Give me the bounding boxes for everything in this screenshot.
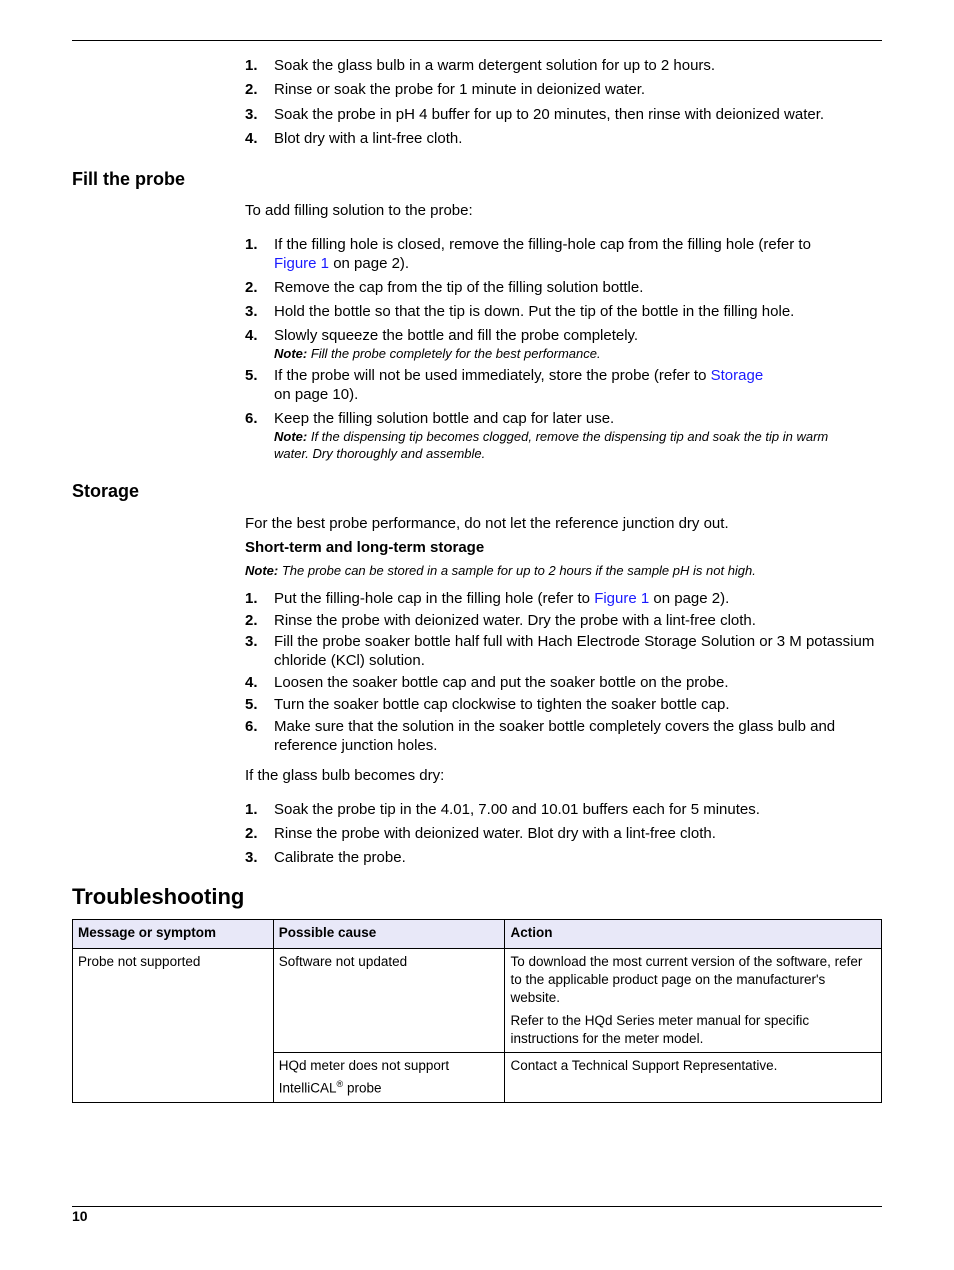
step-text: Put the filling-hole cap in the filling hole (refer to: [274, 590, 595, 607]
table-header-row: [73, 920, 882, 949]
step-number: 1.: [245, 801, 258, 818]
storage-intro: For the best probe performance, do not let the reference junction dry out.: [245, 515, 729, 532]
step-text: Calibrate the probe.: [274, 849, 406, 866]
step-text: Hold the bottle so that the tip is down. Put the tip of the bottle in the filling hole.: [274, 303, 795, 320]
list-item: [245, 848, 885, 867]
list-item: [245, 105, 885, 129]
intro-step-list: [245, 56, 885, 148]
action-text: To download the most current version of the software, refer to the applicable product page on the manufacturer's website.: [510, 954, 863, 1005]
storage-note: [245, 562, 885, 579]
storage-step-list: [245, 589, 885, 755]
step-text: Soak the glass bulb in a warm detergent solution for up to 2 hours.: [274, 57, 716, 74]
figure-1-link[interactable]: Figure 1: [594, 590, 650, 607]
page-number: 10: [72, 1208, 88, 1224]
list-item: [245, 129, 885, 148]
step-text: on page 2).: [649, 590, 730, 607]
dry-intro: If the glass bulb becomes dry:: [245, 767, 445, 784]
registered-mark: ®: [336, 1079, 344, 1089]
list-item: [245, 695, 885, 717]
list-item: [245, 824, 885, 848]
list-item: [245, 800, 885, 824]
note: [274, 345, 885, 362]
cause-text: HQd meter does not support IntelliCAL: [278, 1058, 450, 1096]
note-label: Note:: [274, 346, 308, 361]
cause-cell: [273, 1053, 505, 1103]
list-item: [245, 589, 885, 611]
list-item: [245, 717, 885, 755]
list-item: [245, 326, 885, 366]
note-text: The probe can be stored in a sample for up to 2 hours if the sample pH is not high.: [278, 563, 756, 578]
step-number: 6.: [245, 410, 258, 427]
step-number: 3.: [245, 633, 258, 650]
note-label: Note:: [274, 429, 308, 444]
step-number: 3.: [245, 106, 258, 123]
list-item: [245, 80, 885, 105]
cause-text: probe: [343, 1080, 382, 1096]
fill-step-list: [245, 235, 885, 462]
step-number: 2.: [245, 825, 258, 842]
action-cell: [505, 949, 882, 1053]
step-number: 3.: [245, 849, 258, 866]
symptom-cell: Probe not supported: [73, 949, 274, 1103]
step-text: Rinse or soak the probe for 1 minute in deionized water.: [274, 81, 646, 98]
note-label: Note:: [245, 563, 279, 578]
list-item: [245, 409, 885, 462]
column-header: Possible cause: [273, 920, 505, 949]
storage-heading: Storage: [72, 481, 140, 501]
list-item: [245, 673, 885, 695]
list-item: [245, 611, 885, 632]
cause-cell: Software not updated: [273, 949, 505, 1053]
step-text: Fill the probe soaker bottle half full with Hach Electrode Storage Solution or 3 M potassium chloride (KCl) solution.: [274, 633, 875, 669]
step-text: Rinse the probe with deionized water. Blot dry with a lint-free cloth.: [274, 825, 716, 842]
step-number: 5.: [245, 696, 258, 713]
step-number: 6.: [245, 718, 258, 735]
step-text: on page 2).: [329, 255, 410, 272]
note-text: If the dispensing tip becomes clogged, remove the dispensing tip and soak the tip in warm water. Dry thoroughly and assemble.: [274, 429, 829, 461]
action-text: Refer to the HQd Series meter manual for specific instructions for the meter model.: [510, 1013, 810, 1046]
footer-rule: [72, 1206, 882, 1207]
step-number: 1.: [245, 236, 258, 253]
step-number: 2.: [245, 612, 258, 629]
table-row: [73, 949, 882, 1053]
step-text: Slowly squeeze the bottle and fill the probe completely.: [274, 327, 639, 344]
dry-step-list: [245, 800, 885, 867]
step-number: 2.: [245, 81, 258, 98]
step-number: 4.: [245, 674, 258, 691]
fill-heading: Fill the probe: [72, 169, 186, 189]
step-text: on page 10).: [274, 386, 359, 403]
troubleshooting-heading: Troubleshooting: [72, 884, 245, 909]
step-text: Soak the probe tip in the 4.01, 7.00 and 10.01 buffers each for 5 minutes.: [274, 801, 760, 818]
figure-1-link[interactable]: Figure 1: [274, 255, 330, 272]
storage-link[interactable]: Storage: [710, 367, 764, 384]
step-text: Remove the cap from the tip of the filling solution bottle.: [274, 279, 644, 296]
step-text: Loosen the soaker bottle cap and put the soaker bottle on the probe.: [274, 674, 729, 691]
action-cell: Contact a Technical Support Representative.: [505, 1053, 882, 1103]
note: [274, 428, 864, 462]
step-text: If the probe will not be used immediately, store the probe (refer to: [274, 367, 711, 384]
header-rule: [72, 40, 882, 41]
step-number: 2.: [245, 279, 258, 296]
list-item: [245, 632, 885, 673]
step-text: Rinse the probe with deionized water. Dry the probe with a lint-free cloth.: [274, 612, 756, 629]
list-item: [245, 278, 885, 302]
step-number: 4.: [245, 327, 258, 344]
list-item: [245, 235, 885, 278]
step-text: Keep the filling solution bottle and cap for later use.: [274, 410, 615, 427]
fill-intro: To add filling solution to the probe:: [245, 202, 473, 219]
step-number: 5.: [245, 367, 258, 384]
step-text: Soak the probe in pH 4 buffer for up to 20 minutes, then rinse with deionized water.: [274, 106, 825, 123]
step-text: Make sure that the solution in the soaker bottle completely covers the glass bulb and reference junction holes.: [274, 718, 836, 754]
list-item: [245, 302, 885, 326]
step-number: 3.: [245, 303, 258, 320]
step-number: 4.: [245, 130, 258, 147]
step-text: Turn the soaker bottle cap clockwise to tighten the soaker bottle cap.: [274, 696, 730, 713]
step-number: 1.: [245, 590, 258, 607]
troubleshooting-table: [72, 919, 882, 1103]
step-text: If the filling hole is closed, remove the filling-hole cap from the filling hole (refer to: [274, 236, 811, 253]
storage-subheading: Short-term and long-term storage: [245, 539, 485, 556]
step-number: 1.: [245, 57, 258, 74]
column-header: Message or symptom: [73, 920, 274, 949]
list-item: [245, 366, 885, 409]
column-header: Action: [505, 920, 882, 949]
list-item: [245, 56, 885, 80]
step-text: Blot dry with a lint-free cloth.: [274, 130, 463, 147]
note-text: Fill the probe completely for the best performance.: [307, 346, 601, 361]
